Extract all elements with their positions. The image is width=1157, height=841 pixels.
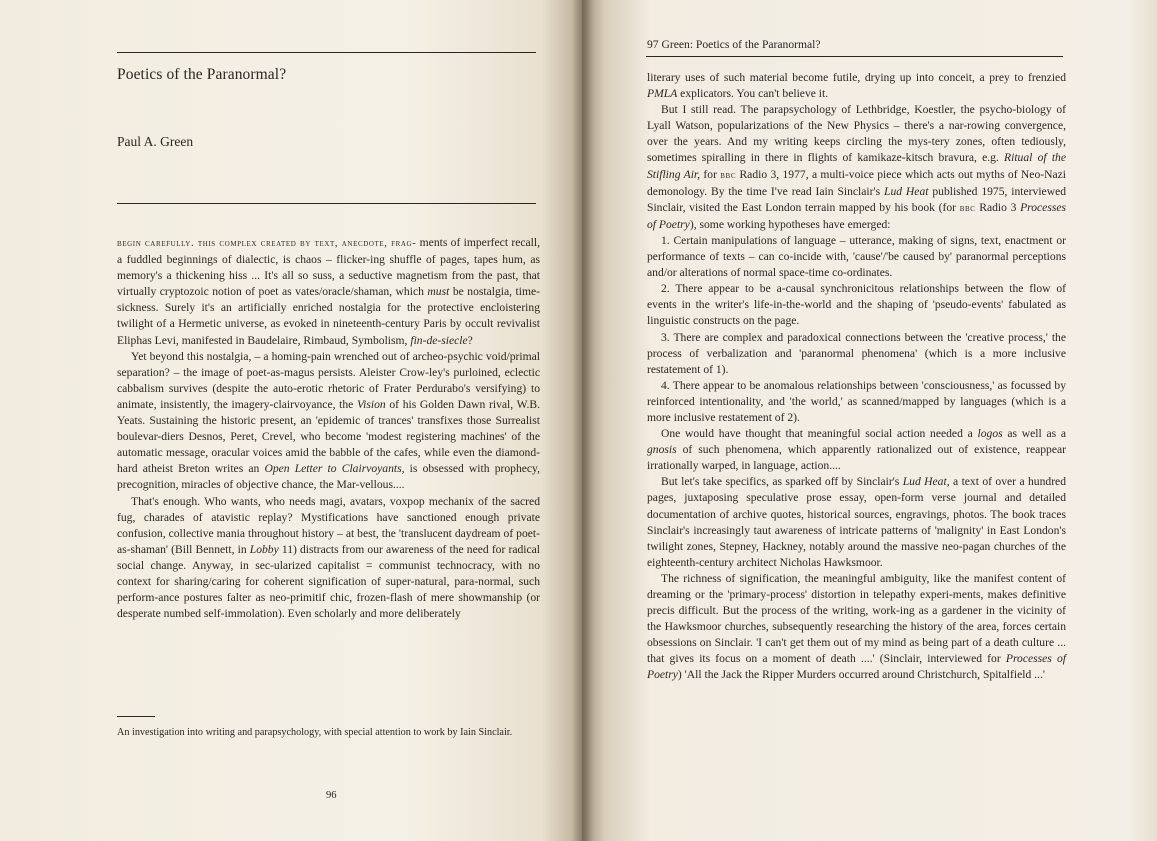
paragraph xyxy=(647,571,1066,684)
emphasis: gnosis xyxy=(647,443,677,457)
paragraph xyxy=(117,235,540,349)
text-run: of such phenomena, which apparently rationalized out of existence, reappear irrationally warped, in language, action.... xyxy=(647,443,1066,473)
text-run: That's enough. Who wants, who needs magi, avatars, voxpop mechanix of the sacred fug, charades of atavistic replay? Mystifications have sanctioned enough private confusion, collective mania throughout history – at best, the 'translucent daydream of poet-as-shaman' (Bill Bennett, in xyxy=(117,494,540,556)
text-run: literary uses of such material become futile, drying up into conceit, a prey to frenzied xyxy=(647,71,1066,84)
footnote: An investigation into writing and parapsychology, with special attention to work by Iain Sinclair. xyxy=(117,727,513,738)
paragraph xyxy=(647,426,1066,474)
emphasis: Ritual of the Stifling Air, xyxy=(647,151,1066,181)
author-name: Paul A. Green xyxy=(117,134,194,149)
text-run: ), some working hypotheses have emerged: xyxy=(689,217,891,231)
text-run: as well as a xyxy=(1002,427,1066,441)
hypothesis-2: 2. There appear to be a-causal synchronicitous relationships between the flow of events in the writer's life-in-the-world and the shaping of 'pseudo-events' fabulated as linguistic constructs on the page. xyxy=(647,282,1066,328)
emphasis: PMLA xyxy=(647,87,678,101)
emphasis: Lobby xyxy=(249,542,279,556)
running-head-rule xyxy=(646,56,1063,57)
text-run: 11) distracts from our awareness of the need for radical social change. Anyway, in sec-ularized capitalist = communist technocracy, with no context for sharing/caring for coherent signification of super-natural, para-normal, such perform-ance postures falter as neo-primitif chic, frozen-flash of mere showmanship (or desperate numbed self-immolation). Even scholarly and more deliberately xyxy=(117,542,540,621)
header-bottom-rule xyxy=(117,203,536,204)
emphasis: must xyxy=(427,285,450,299)
paragraph xyxy=(647,474,1066,571)
emphasis: Lud Heat, xyxy=(902,475,950,489)
right-body xyxy=(647,70,1066,684)
text-run: One would have thought that meaningful social action needed a xyxy=(661,427,978,441)
left-body xyxy=(117,235,540,622)
top-rule xyxy=(117,52,536,53)
text-run: But I still read. The parapsychology of Lethbridge, Koestler, the psycho-biology of Lyall Watson, popularizations of the New Physics – there's a nar-rowing convergence, over the years. And my writing keeps circling the mys-tery zones, often tediously, sometimes spiralling in there in flights of kamikaze-kitsch bravura, e.g. xyxy=(647,103,1066,165)
emphasis: Lud Heat xyxy=(884,184,929,198)
text-run: of his Golden Dawn rival, W.B. Yeats. Sustaining the historic present, an 'epidemic of trances' transfixes those Surrealist boulevar-diers Desnos, Peret, Crevel, who become 'modest registering machines' of the automatic message, oracular voices amid the babble of the cafes, while even the diamond-hard atheist Breton writes an xyxy=(117,397,540,476)
text-run: Yet beyond this nostalgia, – a homing-pain wrenched out of archeo-psychic void/primal separation? – the image of poet-as-magus persists. Aleister Crow-ley's purloined, eclectic cabbalism survives (despite the auto-erotic rhetoric of Frater Perdurabo's versifying) to animate, insistently, the imagery-clairvoyance, the xyxy=(117,349,540,411)
emphasis: Vision xyxy=(356,397,386,411)
text-run: ) 'All the Jack the Ripper Murders occurred around Christchurch, Spitalfield ...' xyxy=(677,668,1045,682)
text-run: be nostalgia, time-sickness. Surely it's an artificially enriched nostalgia for the protective encloistering twilight of a Hermetic universe, as evoked in nineteenth-century Paris by occult revivalist Eliphas Levi, manifested in Baudelaire, Rimbaud, Symbolism, xyxy=(117,285,540,347)
text-run: a text of over a hundred pages, juxtaposing speculative prose essay, open-form verse journal and detailed documentation of archive quotes, historical sources, engravings, photos. The book traces Sinclair's increasingly taut awareness of intricate patterns of 'malignity' in East London's twilight zones, Stepney, Hackney, notably around the massive neo-pagan churches of the eighteenth-century architect Nicholas Hawksmoor. xyxy=(647,475,1066,569)
smallcaps: bbc xyxy=(720,169,737,181)
footnote-rule xyxy=(117,716,155,717)
smallcaps: bbc xyxy=(959,202,976,214)
text-run: But let's take specifics, as sparked off by Sinclair's xyxy=(661,475,903,489)
emphasis: fin-de-siecle xyxy=(410,333,468,347)
paragraph xyxy=(117,494,540,623)
emphasis: Open Letter to Clairvoyants, xyxy=(264,462,405,476)
text-run: Radio 3 xyxy=(975,200,1021,214)
page-number-left: 96 xyxy=(326,790,337,801)
emphasis: Processes of Poetry xyxy=(647,200,1066,231)
text-run: ments of imperfect recall, a fuddled beginnings of dialectic, is chaos – flicker-ing shuffle of pages, tapes hum, as memory's a thickening hiss ... It's all so suss, a seductive magnetism from the past, that virtually cryptozoic notion of poet as vates/oracle/shaman, which xyxy=(117,236,541,299)
hypothesis-4: 4. There appear to be anomalous relationships between 'consciousness,' as focussed by reinforced intentionality, and 'the world,' as scanned/mapped by languages (which is a more inclusive restatement of 2). xyxy=(647,378,1066,424)
hypothesis-3: 3. There are complex and paradoxical connections between the 'creative process,' the process of verbalization and 'paranormal phenomena' (which is a more inclusive restatement of 1). xyxy=(647,330,1066,376)
right-page xyxy=(582,0,1157,841)
opening-smallcaps: begin carefully. this complex created by text, anecdote, frag- xyxy=(117,238,417,249)
text-run: Radio 3, 1977, a multi-voice piece which acts out myths of Neo-Nazi demonology. By the time I've read Iain Sinclair's xyxy=(647,167,1066,198)
paragraph xyxy=(117,349,540,494)
hypothesis-1: 1. Certain manipulations of language – utterance, making of signs, text, enactment or performance of texts – can co-incide with, 'cause'/'be caused by' paranormal perceptions and/or alterations of normal space-time co-ordinates. xyxy=(647,233,1066,280)
paragraph xyxy=(647,102,1066,233)
text-run: explicators. You can't believe it. xyxy=(677,87,829,101)
emphasis: Processes of Poetry xyxy=(647,652,1066,682)
emphasis: logos xyxy=(977,427,1003,441)
text-run: published 1975, interviewed Sinclair, visited the East London terrain mapped by his book (for xyxy=(647,184,1067,214)
article-title: Poetics of the Paranormal? xyxy=(117,66,287,83)
text-run: The richness of signification, the meaningful ambiguity, like the manifest content of dreaming or the 'primary-process' distortion in telepathy experi-ments, makes definitive precis difficult. But the process of the writing, work-ing as a gardener in the vicinity of the Hawksmoor churches, subsequently researching the history of the area, forces certain obsessions on Sinclair. 'I can't get them out of my mind as being part of a death culture ... that gives its focus on a moment of death ....' (Sinclair, interviewed for xyxy=(647,571,1066,666)
text-run: is obsessed with prophecy, precognition, miracles of objective chance, the Mar-vellous.... xyxy=(117,462,540,492)
paragraph xyxy=(647,70,1066,102)
text-run: ? xyxy=(467,333,473,347)
running-head: 97 Green: Poetics of the Paranormal? xyxy=(647,38,821,51)
text-run: for xyxy=(700,167,721,181)
